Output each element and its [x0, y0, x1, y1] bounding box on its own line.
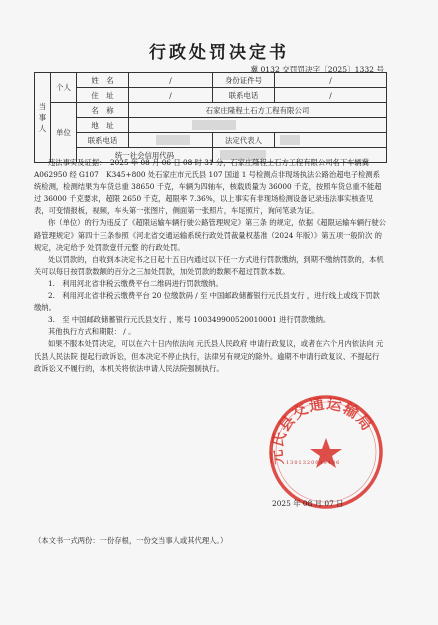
- individual-address-label: 住 址: [77, 88, 129, 103]
- party-info-table: [34, 72, 387, 163]
- document-title: 行政处罚决定书: [149, 43, 289, 63]
- redacted-block: [156, 135, 190, 145]
- copy-note: （本文书一式两份：一份存根，一份交当事人或其代理人。）: [34, 536, 228, 545]
- other-methods: 其他执行方式和期限： / 。: [48, 327, 136, 337]
- appeal-paragraph: 如果不服本处罚决定，可以在六十日内依法向 元氏县人民政府 申请行政复议，或者在六个月内依法向 元氏县人民法院 提起行政诉讼，但本决定不停止执行，法律另有规定的除外。逾期不申请行政复议、不提起行政诉讼又不履行的，本机关将依法申请人民法院强制执行。: [34, 339, 384, 373]
- individual-label: 个人: [51, 73, 77, 103]
- unit-legal-rep-label: 法定代表人: [213, 133, 275, 148]
- redacted-block: [280, 135, 300, 145]
- payment-method-1: 1. 利用河北省非税云缴费平台二维码进行罚款缴纳。: [48, 278, 223, 288]
- individual-id-label: 身份证件号: [213, 73, 275, 88]
- individual-address-value: /: [129, 88, 213, 103]
- payment-paragraph: 处以罚款的，自收到本决定书之日起十五日内通过以下任一方式进行罚款缴纳，到期不缴纳罚款的，本机关可以每日按罚款数额的百分之三加处罚款，加处罚款的数额不超过罚款本数。: [34, 254, 384, 276]
- payment-method-3: 3. 至 中国邮政储蓄银行元氏县支行 ，账号 100349900520010001 进行罚款缴纳。: [48, 315, 331, 325]
- unit-label: 单位: [51, 103, 77, 163]
- seal-number: 1301320049486: [286, 460, 341, 466]
- individual-phone-value: /: [275, 88, 387, 103]
- violation-paragraph: 你（单位）的行为违反了《超限运输车辆行驶公路管理规定》第三条 的规定，依据《超限运输车辆行驶公路管理规定》第四十三条参照《河北省交通运输系统行政处罚裁量权基准（2024 年版）》第五项一般阶次 的规定，决定给予 处罚款壹仟元整 的行政处罚。: [34, 218, 386, 252]
- unit-name-value: 石家庄隆程土石方工程有限公司: [129, 103, 387, 118]
- svg-text:元氏县交通运输局: 元氏县交通运输局: [268, 394, 377, 466]
- unit-phone-value: [129, 133, 213, 148]
- document-number: 冀 0132 交罚罚决字〔2025〕1332 号: [250, 65, 384, 74]
- individual-id-value: /: [275, 73, 387, 88]
- individual-phone-label: 联系电话: [213, 88, 275, 103]
- unit-name-label: 名 称: [77, 103, 129, 118]
- facts-paragraph: 违法事实及证据： 2025 年 08 月 06 日 08 时 31 分，石家庄隆程土石方工程有限公司名下车辆冀 A062950 经 G107 K345+800 处石家庄市元氏县 107 国道 1 号检测点非现场执法公路治超电子检测系统检测，检测结果为车货总重 38650 千克，车辆为四轴车，核载质量为 36000 千克，按照车货总重不能超过 36000 千克要求，超限 2650 千克，超限率 7.36%，以上事实有非现场检测设备记录违法事实核查见表，可变情报板，视频，车头第一张图片，侧面第一张照片，车尾照片，询问笔录为证。: [34, 158, 382, 216]
- payment-method-2: 2. 利用河北省非税云缴费平台 20 位缴款码 / 至 中国邮政储蓄银行元氏县支行 ，进行线上或线下罚款缴纳。: [34, 291, 380, 313]
- unit-phone-label: 联系电话: [77, 133, 129, 148]
- issue-date: 2025 年 08 月 07 日: [272, 499, 344, 508]
- party-label: 当事人: [35, 73, 51, 163]
- official-seal: [268, 394, 384, 510]
- unit-legal-rep-value: [275, 133, 387, 148]
- redacted-block: [192, 120, 236, 130]
- unit-credit-code-label: 统一社会信用代码: [77, 148, 213, 163]
- individual-name-value: /: [129, 73, 213, 88]
- document-body: [34, 157, 386, 375]
- unit-address-value: [129, 118, 387, 133]
- unit-address-label: 地 址: [77, 118, 129, 133]
- individual-name-label: 姓 名: [77, 73, 129, 88]
